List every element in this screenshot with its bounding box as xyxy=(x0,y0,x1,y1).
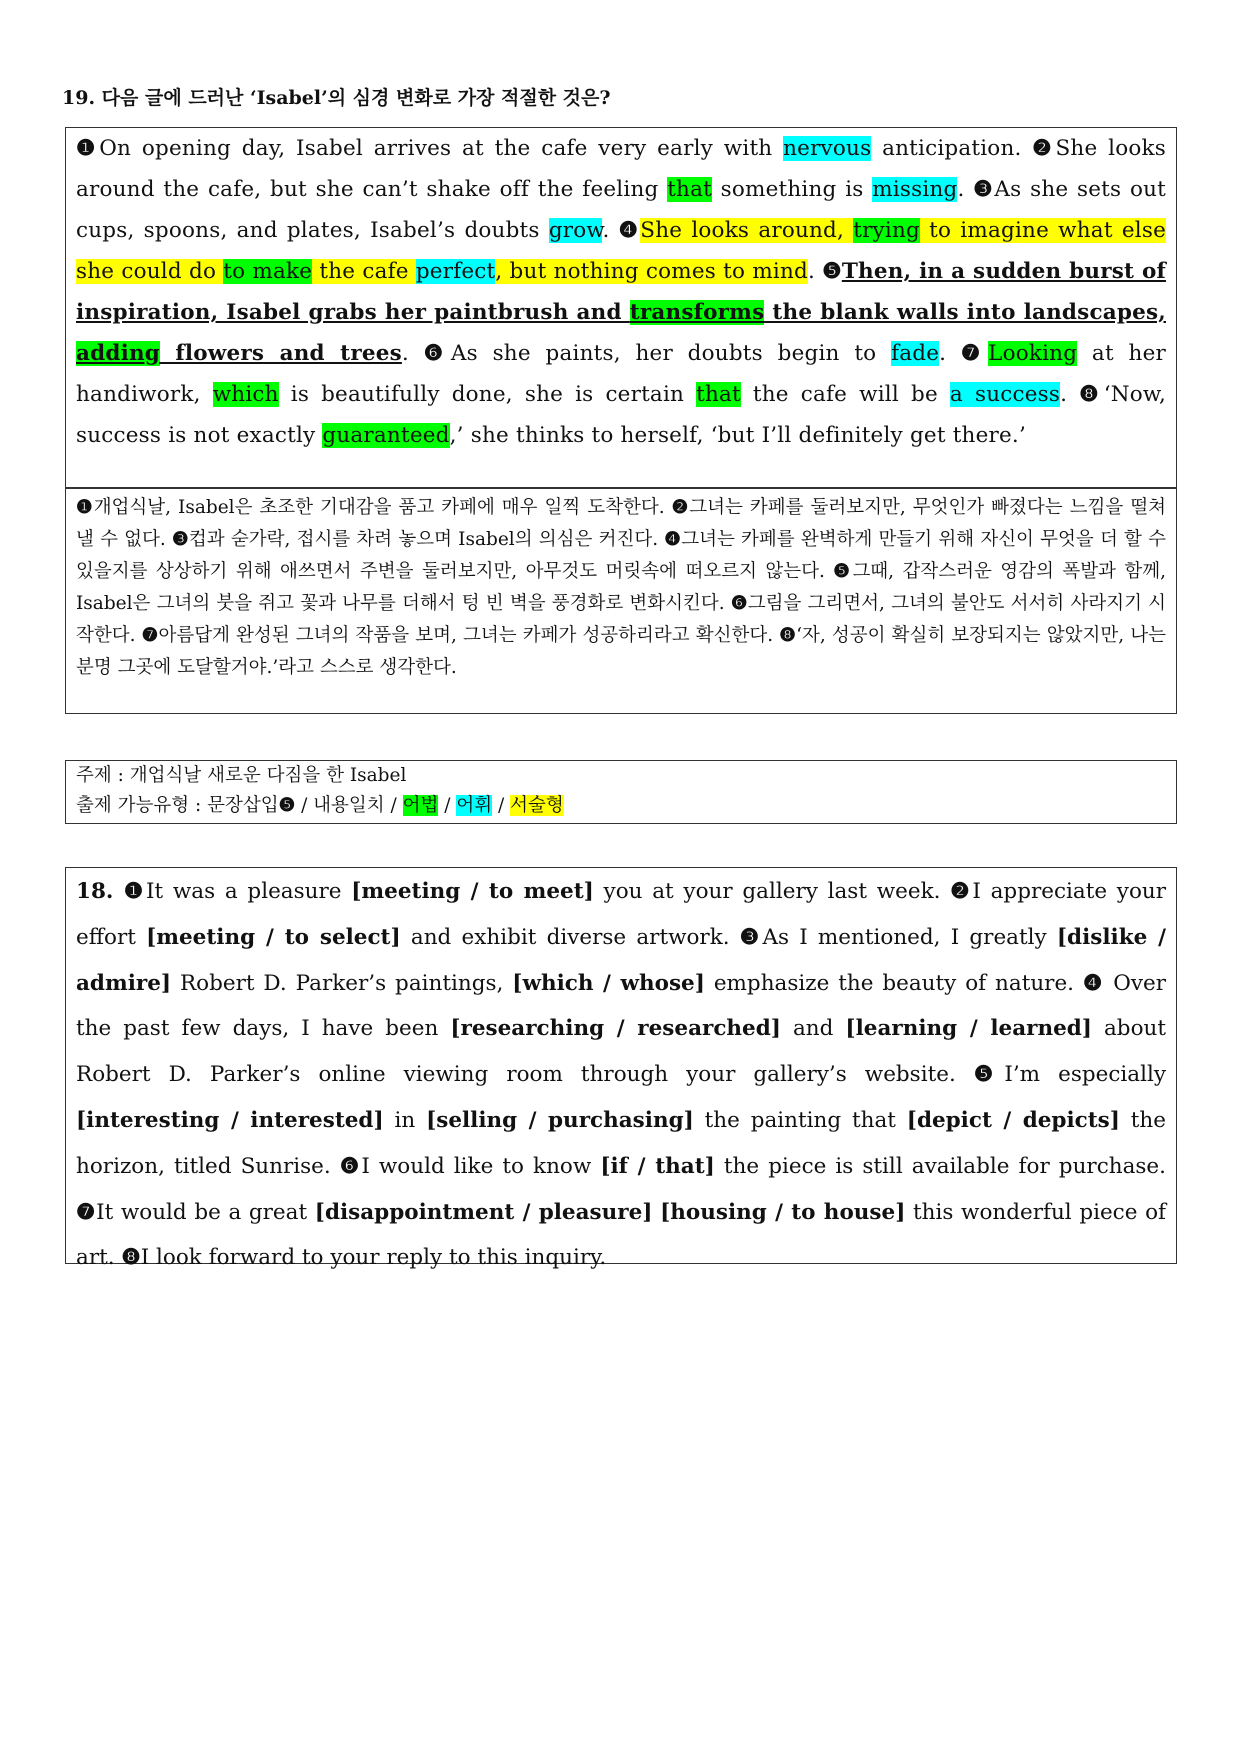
bold-choice: [which / whose] xyxy=(512,970,705,996)
sentence-number: ❸ xyxy=(172,529,189,550)
highlighted-text: fade xyxy=(891,341,940,366)
underlined-text: flowers and trees xyxy=(160,341,402,366)
sentence-number: ❷ xyxy=(950,879,973,904)
text-segment: 개업식날, Isabel은 초조한 기대감을 품고 카페에 매우 일찍 도착한다. xyxy=(93,497,672,518)
text-segment: the piece is still available for purchase. xyxy=(714,1153,1166,1179)
text-segment: . xyxy=(939,341,961,366)
summary-box xyxy=(65,760,1177,824)
text-segment: about Robert D. Parker’s online viewing room through your gallery’s website. xyxy=(76,1016,1166,1088)
text-segment: Robert D. Parker’s paintings, xyxy=(171,970,513,996)
text-segment: On opening day, Isabel arrives at the cafe very early with xyxy=(99,136,784,161)
bold-choice: [learning / learned] xyxy=(845,1016,1092,1042)
text-segment: ,’ she thinks to herself, ‘but I’ll definitely get there.’ xyxy=(449,423,1026,448)
text-segment: you at your gallery last week. xyxy=(593,879,951,904)
text-segment: emphasize the beauty of nature. xyxy=(704,970,1083,996)
sentence-number: ❷ xyxy=(671,497,690,518)
text-segment: / 내용일치 / xyxy=(295,795,403,816)
text-segment: ‘Now, success is not exactly xyxy=(76,382,1166,448)
text-segment: is beautifully done, she is certain xyxy=(278,382,697,407)
text-segment: something is xyxy=(711,177,873,202)
sentence-number: ❻ xyxy=(339,1153,362,1179)
text-segment: As I mentioned, I greatly xyxy=(762,924,1057,950)
highlighted-text: which xyxy=(212,382,279,407)
text-segment: . xyxy=(957,177,974,202)
sentence-number: ❶ xyxy=(76,497,94,518)
text-segment: It would be a great xyxy=(96,1199,315,1225)
underlined-text: Then, in a sudden burst of inspiration, Isabel grabs her paintbrush and xyxy=(76,259,1166,325)
highlighted-text: a success xyxy=(949,382,1061,407)
bold-choice: [housing / to house] xyxy=(660,1199,906,1225)
text-segment: . xyxy=(808,259,823,284)
bold-choice: [meeting / to meet] xyxy=(351,879,594,904)
sentence-number: ❻ xyxy=(730,593,748,614)
english-passage xyxy=(76,128,1166,456)
question-18-box xyxy=(65,867,1177,1271)
text-segment: this wonderful piece of art. xyxy=(76,1199,1166,1271)
highlighted-text: missing xyxy=(872,177,958,202)
bold-choice: [interesting / interested] xyxy=(76,1107,384,1133)
text-segment: Over the past few days, I have been xyxy=(76,970,1166,1042)
text-segment: I look forward to your reply to this inquiry. xyxy=(140,1245,607,1271)
text-segment: and xyxy=(780,1016,846,1042)
sentence-number: ❹ xyxy=(1082,970,1105,996)
highlighted-text: perfect xyxy=(415,259,496,284)
text-segment: 아름답게 완성된 그녀의 작품을 보며, 그녀는 카페가 성공하리라고 확신한다. xyxy=(158,625,780,646)
highlighted-text: 서술형 xyxy=(510,795,564,816)
highlighted-text: 어법 xyxy=(402,795,439,816)
text-segment: 그녀는 카페를 둘러보지만, 무엇인가 빠졌다는 느낌을 떨쳐 낼 수 없다. xyxy=(76,497,1166,550)
text-segment: . xyxy=(401,341,424,366)
sentence-number: ❺ xyxy=(822,259,842,284)
text-segment: at her handiwork, xyxy=(76,341,1166,407)
sentence-number: ❺ xyxy=(833,561,853,582)
text-segment: anticipation. xyxy=(871,136,1033,161)
text-segment: As she paints, her doubts begin to xyxy=(450,341,892,366)
text-segment: I would like to know xyxy=(361,1153,601,1179)
text-segment: 출제 가능유형 : 문장삽입 xyxy=(76,795,279,816)
highlighted-text: trying xyxy=(853,218,920,243)
text-segment: As she sets out cups, spoons, and plates, Isabel’s doubts xyxy=(76,177,1166,243)
bold-choice: [selling / purchasing] xyxy=(426,1107,694,1133)
text-segment: 그림을 그리면서, 그녀의 불안도 서서히 사라지기 시작한다. xyxy=(76,593,1166,646)
korean-translation-box xyxy=(65,487,1177,714)
question-19-title: 19. 다음 글에 드러난 ‘Isabel’의 심경 변화로 가장 적절한 것은? xyxy=(62,87,611,109)
text-segment: I appreciate your effort xyxy=(76,879,1167,950)
text-segment: the painting that xyxy=(693,1107,907,1133)
text-segment: 그녀는 카페를 완벽하게 만들기 위해 자신이 무엇을 더 할 수 있을지를 상상하기 위해 애쓰면서 주변을 둘러보지만, 아무것도 머릿속에 떠오르지 않는다. xyxy=(76,529,1166,582)
text-segment: / xyxy=(492,795,511,816)
text-segment: the horizon, titled Sunrise. xyxy=(76,1107,1166,1179)
highlighted-text: transforms xyxy=(629,300,765,325)
sentence-number: ❽ xyxy=(779,625,797,646)
sentence-number: ❹ xyxy=(618,218,641,243)
theme-line: 주제 : 개업식날 새로운 다짐을 한 Isabel xyxy=(76,765,407,786)
sentence-number: ❸ xyxy=(739,924,763,950)
underlined-text: the blank walls into landscapes, xyxy=(764,300,1166,325)
text-segment: 그때, 갑작스러운 영감의 폭발과 함께, Isabel은 그녀의 붓을 쥐고 꽃과 나무를 더해서 텅 빈 벽을 풍경화로 변화시킨다. xyxy=(76,561,1166,614)
highlighted-text: that xyxy=(696,382,741,407)
highlighted-text: to make xyxy=(223,259,313,284)
question-types-line xyxy=(76,791,1166,821)
text-segment: / xyxy=(438,795,457,816)
text-segment: and exhibit diverse artwork. xyxy=(400,924,740,950)
korean-translation xyxy=(76,492,1166,684)
sentence-number: ❼ xyxy=(960,341,989,366)
sentence-number: ❸ xyxy=(973,177,995,202)
sentence-number: ❷ xyxy=(1032,136,1056,161)
text-segment: She looks around the cafe, but she can’t shake off the feeling xyxy=(76,136,1166,202)
sentence-number: ❻ xyxy=(423,341,451,366)
highlighted-text: to imagine what else she could do xyxy=(76,218,1166,284)
text-segment xyxy=(652,1200,660,1225)
text-segment: It was a pleasure xyxy=(146,879,352,904)
text-segment: I’m especially xyxy=(1004,1062,1166,1088)
sentence-number: ❽ xyxy=(121,1245,141,1271)
bold-choice: [meeting / to select] xyxy=(146,924,401,950)
sentence-number: ❶ xyxy=(76,136,100,161)
highlighted-text: grow xyxy=(548,218,603,243)
text-segment: the cafe will be xyxy=(740,382,950,407)
english-passage-box xyxy=(65,127,1177,489)
sentence-number: ❽ xyxy=(1079,382,1104,407)
sentence-number: ❼ xyxy=(76,1199,97,1225)
highlighted-text: nervous xyxy=(783,136,872,161)
highlighted-text: adding xyxy=(76,341,161,366)
highlighted-text: She looks around, xyxy=(640,218,854,243)
highlighted-text: Looking xyxy=(988,341,1078,366)
bold-choice: [dislike / admire] xyxy=(76,924,1166,996)
text-segment: . xyxy=(1060,382,1080,407)
text-segment: in xyxy=(383,1107,427,1133)
bold-choice: [disappointment / pleasure] xyxy=(314,1199,653,1225)
text-segment: . xyxy=(602,218,619,243)
highlighted-text: that xyxy=(667,177,712,202)
sentence-number: ❶ xyxy=(123,879,146,904)
highlighted-text: guaranteed xyxy=(322,423,450,448)
question-18-passage xyxy=(76,869,1166,1281)
text-segment: ‘자, 성공이 확실히 보장되지는 않았지만, 나는 분명 그곳에 도달할거야.’라고 스스로 생각한다. xyxy=(76,625,1166,678)
bold-choice: [researching / researched] xyxy=(450,1016,781,1042)
sentence-number: ❺ xyxy=(973,1062,1005,1088)
highlighted-text: the cafe xyxy=(312,259,416,284)
highlighted-text: 어휘 xyxy=(456,795,493,816)
bold-choice: 18. xyxy=(76,879,124,904)
bold-choice: [if / that] xyxy=(600,1153,715,1179)
sentence-number: ❹ xyxy=(664,529,682,550)
text-segment: 컵과 숟가락, 접시를 차려 놓으며 Isabel의 의심은 커진다. xyxy=(188,529,665,550)
sentence-number: ❼ xyxy=(141,625,159,646)
highlighted-text: , but nothing comes to mind xyxy=(495,259,809,284)
bold-choice: [depict / depicts] xyxy=(906,1107,1120,1133)
sentence-number: ❺ xyxy=(278,795,296,816)
